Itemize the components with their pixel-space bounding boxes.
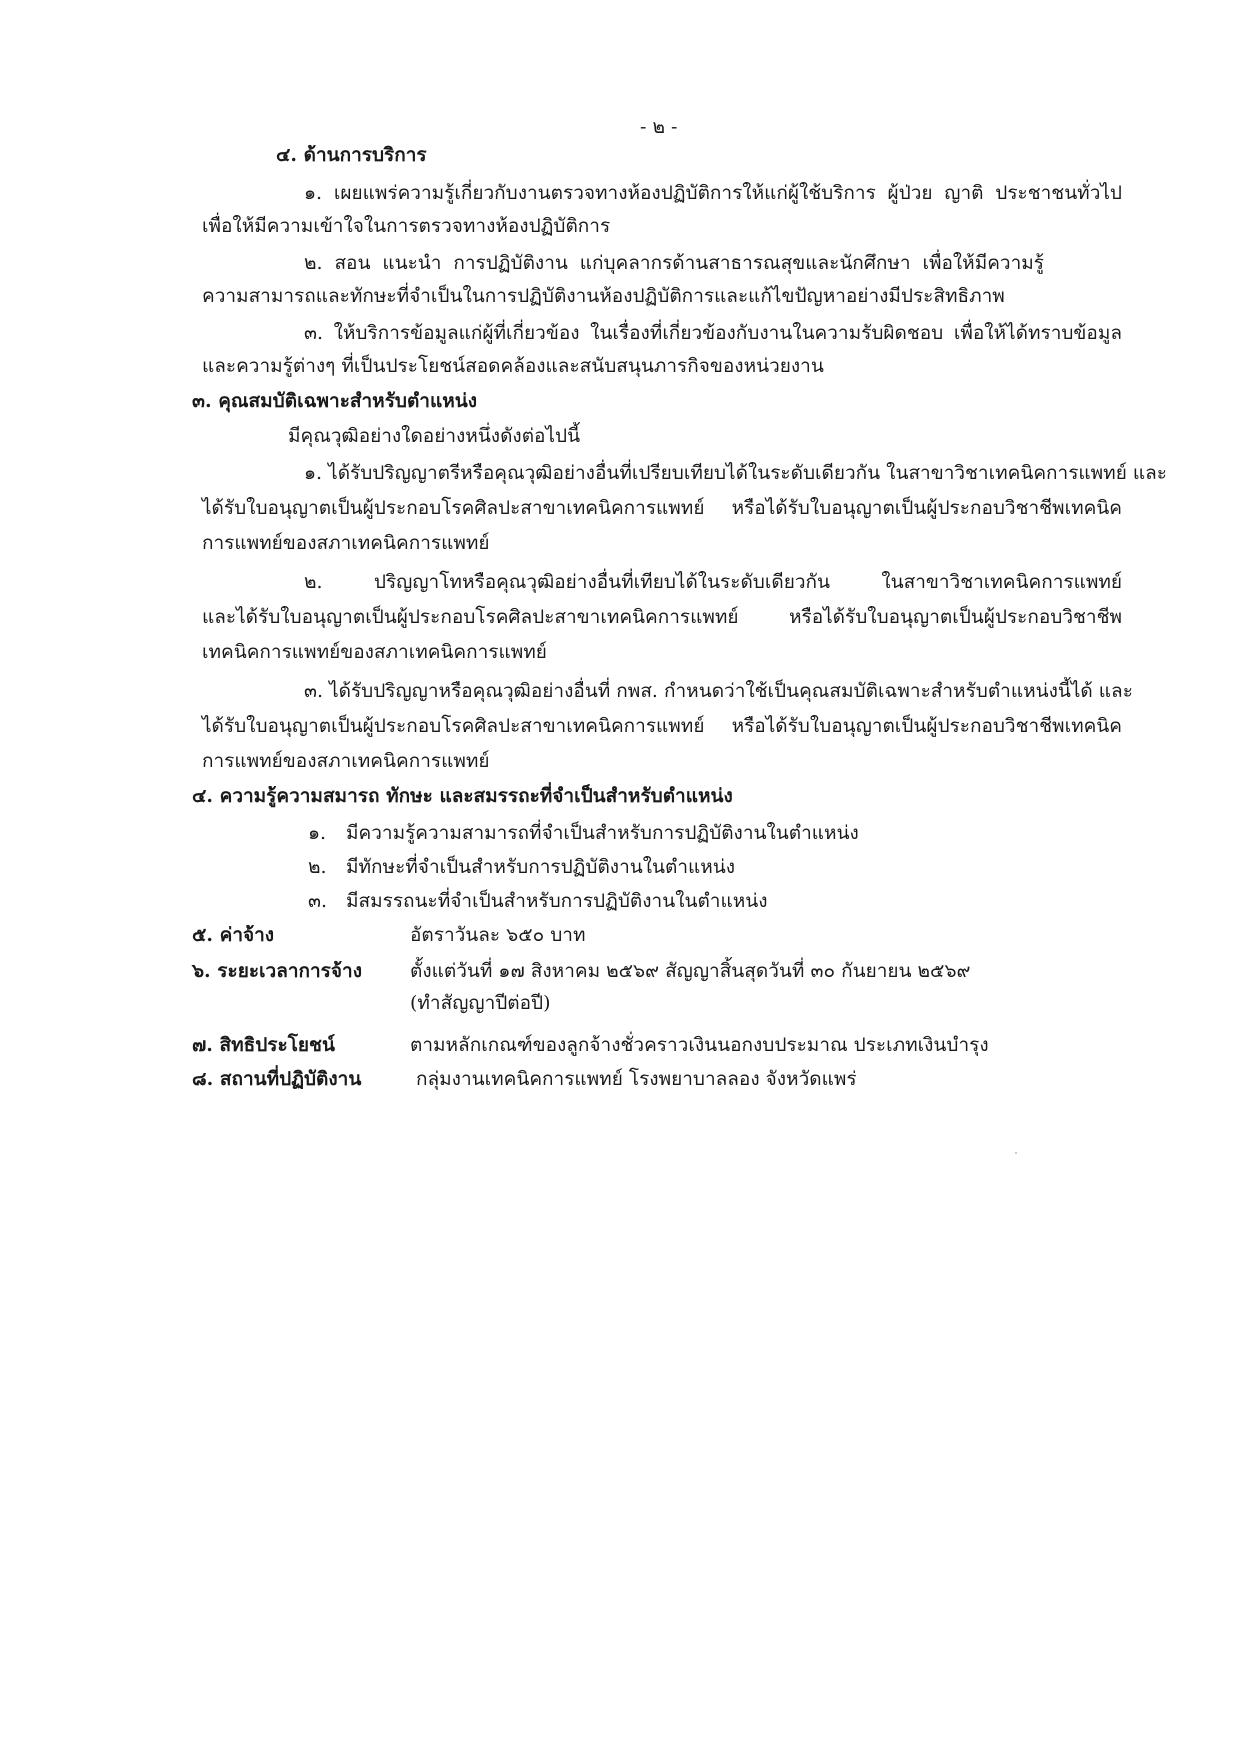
service-item-1-line-2: เพื่อให้มีความเข้าใจในการตรวจทางห้องปฏิบัติการ bbox=[202, 215, 611, 237]
employment-period-note: (ทำสัญญาปีต่อปี) bbox=[410, 992, 551, 1014]
qualifications-intro: มีคุณวุฒิอย่างใดอย่างหนึ่งดังต่อไปนี้ bbox=[288, 425, 581, 447]
qualification-item-2-line-3: เทคนิคการแพทย์ของสภาเทคนิคการแพทย์ bbox=[202, 641, 547, 663]
work-location-value: กลุ่มงานเทคนิคการแพทย์ โรงพยาบาลลอง จังหวัดแพร่ bbox=[416, 1068, 857, 1090]
service-item-2-line-1: ๒. สอน แนะนำ การปฏิบัติงาน แก่บุคลากรด้านสาธารณสุขและนักศึกษา เพื่อให้มีความรู้ bbox=[304, 252, 1044, 274]
competency-item-1-text: มีความรู้ความสามารถที่จำเป็นสำหรับการปฏิบัติงานในตำแหน่ง bbox=[346, 822, 859, 844]
qualification-item-3-line-1: ๓. ได้รับปริญญาหรือคุณวุฒิอย่างอื่นที่ กพส. กำหนดว่าใช้เป็นคุณสมบัติเฉพาะสำหรับตำแหน่งนี้ได้ และ bbox=[304, 680, 1133, 702]
benefits-label: ๗. สิทธิประโยชน์ bbox=[192, 1034, 335, 1056]
wage-label: ๕. ค่าจ้าง bbox=[192, 924, 275, 946]
qualifications-heading: ๓. คุณสมบัติเฉพาะสำหรับตำแหน่ง bbox=[192, 390, 478, 412]
qualification-item-1-line-2: ได้รับใบอนุญาตเป็นผู้ประกอบโรคศิลปะสาขาเทคนิคการแพทย์ หรือได้รับใบอนุญาตเป็นผู้ประกอบวิชาชีพเทคนิค bbox=[202, 497, 1122, 519]
competency-item-3-text: มีสมรรถนะที่จำเป็นสำหรับการปฏิบัติงานในตำแหน่ง bbox=[346, 890, 768, 912]
employment-period-value: ตั้งแต่วันที่ ๑๗ สิงหาคม ๒๕๖๙ สัญญาสิ้นสุดวันที่ ๓๐ กันยายน ๒๕๖๙ bbox=[410, 960, 971, 982]
service-heading: ๔. ด้านการบริการ bbox=[276, 144, 427, 166]
service-item-2-line-2: ความสามารถและทักษะที่จำเป็นในการปฏิบัติงานห้องปฏิบัติการและแก้ไขปัญหาอย่างมีประสิทธิภาพ bbox=[202, 285, 1005, 307]
qualification-item-3-line-3: การแพทย์ของสภาเทคนิคการแพทย์ bbox=[202, 750, 490, 772]
qualification-item-3-line-2: ได้รับใบอนุญาตเป็นผู้ประกอบโรคศิลปะสาขาเทคนิคการแพทย์ หรือได้รับใบอนุญาตเป็นผู้ประกอบวิชาชีพเทคนิค bbox=[202, 715, 1122, 737]
qualification-item-2-line-1: ๒. ปริญญาโทหรือคุณวุฒิอย่างอื่นที่เทียบได้ในระดับเดียวกัน ในสาขาวิชาเทคนิคการแพทย์ bbox=[304, 571, 1122, 593]
qualification-item-2-line-2: และได้รับใบอนุญาตเป็นผู้ประกอบโรคศิลปะสาขาเทคนิคการแพทย์ หรือได้รับใบอนุญาตเป็นผู้ประกอบวิชาชีพ bbox=[202, 606, 1122, 628]
competency-item-1-number: ๑. bbox=[308, 822, 327, 844]
service-item-1-line-1: ๑. เผยแพร่ความรู้เกี่ยวกับงานตรวจทางห้องปฏิบัติการให้แก่ผู้ใช้บริการ ผู้ป่วย ญาติ ประชาชนทั่วไป bbox=[304, 182, 1122, 204]
service-item-3-line-2: และความรู้ต่างๆ ที่เป็นประโยชน์สอดคล้องและสนับสนุนภารกิจของหน่วยงาน bbox=[202, 355, 824, 377]
employment-period-label: ๖. ระยะเวลาการจ้าง bbox=[192, 960, 362, 982]
competency-item-2-number: ๒. bbox=[308, 856, 327, 878]
qualification-item-1-line-1: ๑. ได้รับปริญญาตรีหรือคุณวุฒิอย่างอื่นที่เปรียบเทียบได้ในระดับเดียวกัน ในสาขาวิชาเทคนิคการแพทย์ และ bbox=[304, 462, 1167, 484]
service-item-3-line-1: ๓. ให้บริการข้อมูลแก่ผู้ที่เกี่ยวข้อง ในเรื่องที่เกี่ยวข้องกับงานในความรับผิดชอบ เพื่อให้ได้ทราบข้อมูล bbox=[304, 322, 1122, 344]
work-location-label: ๘. สถานที่ปฏิบัติงาน bbox=[192, 1068, 362, 1090]
scan-speck bbox=[1015, 1152, 1017, 1154]
wage-value: อัตราวันละ ๖๕๐ บาท bbox=[410, 924, 586, 946]
benefits-value: ตามหลักเกณฑ์ของลูกจ้างชั่วคราวเงินนอกงบประมาณ ประเภทเงินบำรุง bbox=[410, 1034, 989, 1056]
competency-item-2-text: มีทักษะที่จำเป็นสำหรับการปฏิบัติงานในตำแหน่ง bbox=[346, 856, 736, 878]
qualification-item-1-line-3: การแพทย์ของสภาเทคนิคการแพทย์ bbox=[202, 532, 490, 554]
page-number: - ๒ - bbox=[640, 116, 678, 138]
competency-heading: ๔. ความรู้ความสมารถ ทักษะ และสมรรถะที่จำเป็นสำหรับตำแหน่ง bbox=[192, 785, 733, 807]
competency-item-3-number: ๓. bbox=[308, 890, 328, 912]
